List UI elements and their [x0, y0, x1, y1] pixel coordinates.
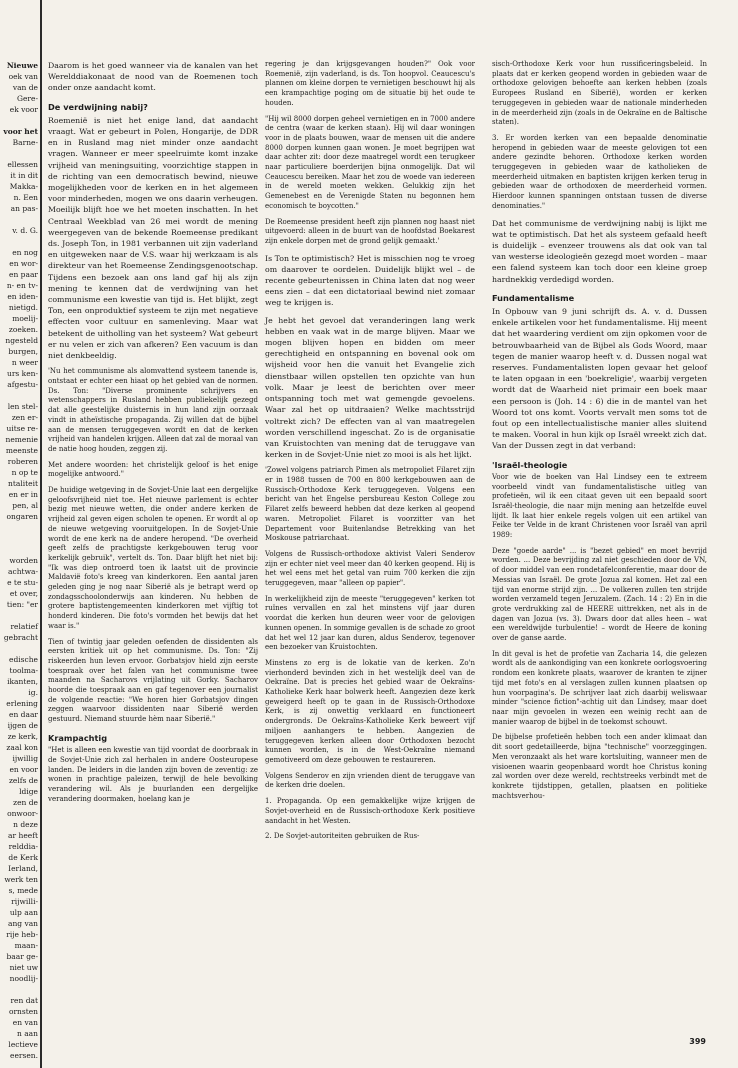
previous-column-line: en daar [9, 710, 38, 719]
quoted-paragraph: In werkelijkheid zijn de meeste "teruggegeven" kerken tot ruïnes vervallen en zal het minstens vijf jaar duren voordat die kerken hun deuren weer voor de gelovigen kunnen openen. In sommige gevallen is de schade zo groot dat het wel 12 jaar kan duren, aldus Senderov, tegenover een bezoeker van Kruistochten. [265, 594, 476, 652]
paragraph: Roemenië is niet het enige land, dat aandacht vraagt. Wat er gebeurt in Polen, Hongarije, de DDR en in Rusland mag niet minder onze aandacht vragen. Wanneer er meer speelruimte komt inzake vrijheid van meningsuiting, voorzichtige stappen in de richting van een democratisch bewind, nieuwe mogelijkheden voor de kerken en in het algemeen voor minderheden, mogen we ons daarin verheugen. Moeilijk blijft hoe we het moeten inschatten. In het Centraal Weekblad van 26 mei wordt de mening weergegeven van de bekende Roemeense predikant ds. Joseph Ton, in 1981 verbannen uit zijn vaderland en uitgeweken naar de V.S. waar hij werkzaam is als direkteur van het Roemeense Zendingsgenootschap. Tijdens een bezoek aan ons land gaf hij als zijn mening te kennen dat de verdwijning van het communisme een kwestie van tijd is. Het blijkt, zegt Ton, een onproduktief systeem te zijn met negatieve effecten voor cultuur en samenleving. Maar wat betekent de uitholling van het systeem? Wat gebeurt er nu velen er zich van afkeren? Een vacuum is dan niet denkbeeldig. [48, 115, 258, 361]
quoted-paragraph: 'Nu het communisme als alomvattend systeem tanende is, ontstaat er echter een hiaat op het gebied van de normen. Ds. Ton: "Diverse prominente schrijvers en wetenschappers in Rusland hebben publiekelijk gezegd dat alle geestelijke duisternis in hun land zijn oorzaak vindt in atheïstische propaganda. Zij willen dat de bijbel aan de mensen teruggegeven wordt en dat de kerken vrijheid van handelen krijgen. Alleen dat zal de moraal van de natie hoog houden, zeggen zij. [48, 367, 258, 453]
previous-column-line: ang van [7, 919, 38, 928]
previous-column-line [0, 533, 40, 544]
previous-column-line: zoeken. [8, 325, 38, 334]
previous-column-line: Barne- [12, 138, 38, 147]
previous-column-line: ornsten [8, 1007, 38, 1016]
quoted-paragraph: De huidige wetgeving in de Sovjet-Unie laat een dergelijke geloofsvrijheid niet toe. Het nieuwe parlement is echter bezig met nieuwe wetten, die onder andere kerken de vrijheid zal geven eigen scholen te openen. Er wordt al op de nieuwe wetgeving vooruitgelopen. In de Sovjet-Unie wordt de ene kerk na de andere heropend. "De overheid geeft zelfs de prachtigste kerkgebouwen terug voor kerkelijk gebruik", vertelt ds. Ton. Daar blijft het niet bij: "Ik was diep ontroerd toen ik laatst uit de provincie Maldavië foto's kreeg van kinderkoren. Een aantal jaren geleden ging je nog naar Siberië als je betrapt werd op zondagsschoolonderwijs aan kinderen. Nu hebben de grotere baptistengemeenten kinderkoren met vijftig tot honderd kinderen. Die foto's vormden het bewijs dat het waar is." [48, 486, 258, 630]
quoted-paragraph: 2. De Sovjet-autoriteiten gebruiken de Rus- [265, 832, 420, 841]
previous-column-line [0, 984, 40, 995]
quoted-paragraph: Tien of twintig jaar geleden oefenden de dissidenten als eersten kritiek uit op het communisme. Ds. Ton: "Zij riskeerden hun leven ervoor. Gorbatsjov hield zijn eerste toespraak over het falen van het communisme twee maanden na Sacharovs vrijlating uit Gorky. Sacharov hoorde die toespraak aan en gaf tegenover een journalist de volgende reactie: "We horen hier Gorbatsjov dingen zeggen waarvoor dissidenten naar Siberië werden gestuurd. Niemand stuurde hèm naar Siberië." [48, 637, 258, 724]
previous-column-line: n- en tv- [6, 281, 38, 290]
previous-column-line [0, 115, 40, 126]
previous-column-line: ar heeft [8, 831, 38, 840]
previous-column-line: ek voor [9, 105, 38, 114]
previous-column-line: ongaren [6, 512, 38, 521]
previous-column-line: en paar [9, 270, 38, 279]
quoted-paragraph: sisch-Orthodoxe Kerk voor hun russificeringsbeleid. In plaats dat er kerken geopend worden in gebieden waar de orthodoxe gelovigen behoefte aan kerken hebben (zoals Europees Rusland en Siberië), worden er kerken teruggegeven in gebieden waar de nationale minderheden in de meerderheid zijn (zoals in de Oekraïne en de Baltische staten). [492, 60, 707, 127]
previous-column-line [0, 148, 40, 159]
previous-column-line: n aan [17, 1029, 38, 1038]
previous-column-line [0, 236, 40, 247]
previous-column-line: nemenie [5, 435, 38, 444]
previous-column-line [0, 390, 40, 401]
previous-column-line: ze kerk, [7, 732, 38, 741]
quoted-paragraph: Volgens de Russisch-orthodoxe aktivist Valeri Senderov zijn er echter niet veel meer dan 40 kerken geopend. Hij is het wel eens met het getal van ruim 700 kerken die zijn teruggegeven, maar "alleen op papier". [265, 549, 475, 588]
previous-column-line: urs ken- [7, 369, 38, 378]
previous-column-line: ldige [19, 787, 38, 796]
previous-column-line: zaal kon [6, 743, 38, 752]
previous-column-line: baar ge- [6, 952, 38, 961]
previous-column-line: Makka- [9, 182, 38, 191]
previous-column-line: rijwilli- [11, 897, 38, 906]
previous-column-line: ren dat [10, 996, 38, 1005]
previous-column-line: et over, [9, 589, 38, 598]
paragraph: In Opbouw van 9 juni schrijft ds. A. v. d. Dussen enkele artikelen voor het fundamentalisme. Hij meent dat het waardering verdient om zijn opkomen voor de betrouwbaarheid van de Bijbel als Gods Woord, maar tegen de manier waarop heeft v. d. Dussen nogal wat reserves. Fundamentalisten lopen gevaar het geloof te laten opgaan in een 'boekreligie', waarbij vergeten wordt dat de Waarheid niet primair een boek maar een persoon is (Joh. 14 : 6) die in de mantel van het Woord tot ons komt. Voorts vervalt men soms tot de fout op een intellectualistische manier alles sluitend te maken. Vooral in hun kijk op Israël wreekt zich dat. Van der Dussen zegt in dat verband: [492, 306, 707, 451]
quoted-paragraph: Voor wie de boeken van Hal Lindsey een te extreem voorbeeld vindt van fundamentalistische uitleg van profetieën, wil ik een citaat geven uit een bepaald soort Israël-theologie, die naar mijn mening aan hetzelfde euvel lijdt. Ik laat hier enkele regels volgen uit een artikel van Feike ter Velde in de krant Christenen voor Israël van april 1989: [492, 472, 707, 540]
previous-column-line [0, 610, 40, 621]
quoted-paragraph: Volgens Senderov en zijn vrienden dient de teruggave van de kerken drie doelen. [265, 771, 475, 790]
previous-column-line: zen er- [11, 413, 38, 422]
previous-column-line: onwoor- [7, 809, 38, 818]
section-heading: De verdwijning nabij? [48, 101, 148, 112]
paragraph: Is Ton te optimistisch? Het is misschien nog te vroeg om daarover te oordelen. Duidelijk blijkt wel – de recente gebeurtenissen in China laten dat nog weer eens zien – dat een dictatoriaal bewind niet zomaar weg te krijgen is. [265, 253, 475, 308]
previous-column-line: n op te [11, 468, 38, 477]
previous-column-line: en van [12, 1018, 38, 1027]
previous-column-fragment [0, 60, 41, 1060]
section-heading: Fundamentalisme [492, 292, 575, 303]
previous-column-line: niet uw [9, 963, 38, 972]
previous-column-line: ijgen de [7, 721, 38, 730]
previous-column-line [0, 544, 40, 555]
previous-column-line: en voor [9, 765, 38, 774]
previous-column-line: uitse re- [6, 424, 38, 433]
quoted-paragraph: "Hij wil 8000 dorpen geheel vernietigen en in 7000 andere de centra (waar de kerken staan). Hij wil daar woningen voor in de plaats bouwen, waar de mensen uit die andere 8000 dorpen kunnen gaan wonen. Je moet begrijpen wat daar achter zit: door deze maatregel wordt een terugkeer naar particuliere boerderijen bijna onmogelijk. Dat wil Ceaucescu bereiken. Maar het zou de woede van iedereen in de wereld moeten wekken. Gelukkig zijn het Gemenebest en de Verenigde Staten nu begonnen hem economisch te boycotten." [265, 114, 475, 210]
previous-column-line: n weer [11, 358, 38, 367]
previous-column-line [0, 522, 40, 533]
previous-column-line: oek van [8, 72, 38, 81]
previous-column-line: Nieuwe [6, 61, 38, 70]
previous-column-line: s, mede [8, 886, 38, 895]
previous-column-line: n deze [13, 820, 38, 829]
quoted-paragraph: Met andere woorden: het christelijk geloof is het enige mogelijke antwoord." [48, 460, 258, 479]
previous-column-line: ntaliteit [8, 479, 38, 488]
quoted-paragraph: regering je dan krijgsgevangen houden?" Ook voor Roemenië, zijn vaderland, is ds. Ton hoopvol. Ceaucescu's plannen om kleine dorpen te vernietigen beschouwt hij als een krampachtige poging om de situatie bij het oude te houden. [265, 60, 475, 107]
quoted-paragraph: Minstens zo erg is de lokatie van de kerken. Zo'n vierhonderd bevinden zich in het westelijk deel van de Oekraïne. Dat is precies het gebied waar de Oekraïns-Katholieke Kerk haar bolwerk heeft. Aangezien deze kerk geweigerd heeft op te gaan in de Russisch-Orthodoxe Kerk, is zij onwettig verklaard en functioneert ondergronds. De Oekraïns-Katholieke Kerk beweert vijf miljoen aanhangers te hebben. Aangezien de teruggegeven kerken alleen door Orthodoxen bezocht kunnen worden, is in de West-Oekraïne niemand gemotiveerd om deze gebouwen te restaureren. [265, 658, 475, 764]
previous-column-line: worden [9, 556, 38, 565]
previous-column-line: gebracht [3, 633, 38, 642]
column-divider [40, 0, 42, 1068]
quoted-paragraph: 3. Er worden kerken van een bepaalde denominatie heropend in gebieden waar de meeste gelovigen tot een andere gezindte behoren. Orthodoxe kerken worden teruggegeven in gebieden waar de katholieken de meerderheid uitmaken en baptisten krijgen kerken terug in gebieden waar de orthodoxen de meerderheid vormen. Hierdoor kunnen spanningen ontstaan tussen de diverse denominaties." [492, 133, 707, 210]
previous-column-line: werk ten [4, 875, 38, 884]
paragraph: Daarom is het goed wanneer via de kanalen van het Werelddiakonaat de nood van de Roemenen toch onder onze aandacht komt. [48, 61, 258, 93]
previous-column-line: ellessen [7, 160, 38, 169]
previous-column-line: toolma- [9, 666, 38, 675]
previous-column-line: zelfs de [8, 776, 38, 785]
previous-column-line: en er in [8, 490, 38, 499]
previous-column-line: ijwillig [12, 754, 38, 763]
previous-column-line: relatief [10, 622, 38, 631]
previous-column-line: burgen, [8, 347, 38, 356]
previous-column-line: Ierland, [8, 864, 38, 873]
previous-column-line: n. Een [13, 193, 38, 202]
previous-column-line [0, 214, 40, 225]
previous-column-line: ngesteld [5, 336, 38, 345]
quoted-paragraph: In dit geval is het de profetie van Zacharia 14, die gelezen wordt als de aankondiging van een konkrete oorlogsvoering rondom een konkrete plaats, waarover de kranten te zijner tijd met foto's en al verslagen zullen kunnen plaatsen op hun voorpagina's. De schrijver laat zich daarbij weliswaar minder "science fiction"-achtig uit dan Lindsey, maar doet naar mijn gevoelen in wezen een weinig recht aan de manier waarop de bijbel in de toekomst schouwt. [492, 649, 707, 726]
previous-column-line: zen de [13, 798, 38, 807]
page-number: 399 [689, 1037, 706, 1046]
previous-column-line: lectieve [8, 1040, 38, 1049]
section-heading: 'Israël-theologie [492, 459, 568, 470]
previous-column-line: ikanten, [7, 677, 38, 686]
quoted-paragraph: 'Zowel volgens patriarch Pimen als metropoliet Filaret zijn er in 1988 tussen de 700 en 800 kerkgebouwen aan de Russisch-Orthodoxe Kerk teruggegeven. Volgens een bericht van het Engelse persbureau Keston College zou Filaret zelfs beweerd hebben dat deze kerken al geopend waren. Metropoliet Filaret is voorzitter van het Departement voor Buitenlandse Betrekking van het Moskouse patriarchaat. [265, 466, 475, 543]
previous-column-line: e te stu- [7, 578, 38, 587]
previous-column-line: relddia- [8, 842, 38, 851]
previous-column-line: van de [12, 83, 38, 92]
paragraph: Je hebt het gevoel dat veranderingen lang werk hebben en vaak wat in de marge blijven. Maar we mogen blijven hopen en bidden om meer gerechtigheid en ontspanning en bovenal ook om wijsheid voor hen die vanuit het Evangelie zich dienstbaar willen opstellen ten opzichte van hun volk. Maar je leest de berichten over meer ontspanning toch met wat gemengde gevoelens. Waar zal het op uitdraaien? Welke machtsstrijd voltrekt zich? De effecten van al van maatregelen worden verschillend ingeschat. Zo is de organisatie van Kruistochten van mening dat de teruggave van kerken in de Sovjet-Unie niet zo mooi is als het lijkt. [265, 315, 475, 460]
previous-column-line: ulp aan [9, 908, 38, 917]
previous-column-line [0, 643, 40, 654]
article-column-1 [48, 60, 258, 1010]
quoted-paragraph: De Roemeense president heeft zijn plannen nog haast niet uitgevoerd: alleen in de buurt van de hoofdstad Boekarest zijn enkele dorpen met de grond gelijk gemaakt.' [265, 217, 475, 245]
previous-column-line: noodlij- [9, 974, 38, 983]
article-column-3 [492, 60, 707, 1010]
quoted-paragraph: Deze "goede aarde" ... is "bezet gebied" en moet bevrijd worden. ... Deze bevrijding zal niet geschieden door de VN, of door middel van een rondetafelconferentie, maar door de Messias van Israël. De grote Jozua zal komen. Het zal een tijd van enorme strijd zijn. ... De volkeren zullen ten strijde worden verzameld tegen Jeruzalem. (Zach. 14 : 2) En in die grote verdrukking zal de HEERE uittrekken, net als in de dagen van Jozua (vs. 3). Dwars door dat alles heen – wat een wereldwijde turbulentie! – wordt de Heere de koning over de ganse aarde. [492, 546, 707, 643]
paragraph: Dat het communisme de verdwijning nabij is lijkt me wat te optimistisch. Dat het als systeem gefaald heeft is duidelijk – evenzeer trouwens als dat ook van tal van westerse ideologieën gezegd moet worden – maar een falend systeem kan toch door een kleine groep hardnekkig verdedigd worden. [492, 218, 707, 284]
previous-column-line: en nog [12, 248, 38, 257]
previous-column-line: ig. [28, 688, 38, 697]
previous-column-line: nietigd. [8, 303, 38, 312]
previous-column-line: maan- [14, 941, 38, 950]
previous-column-line: moelij- [12, 314, 38, 323]
quoted-paragraph: De bijbelse profetieën hebben toch een ander klimaat dan dit soort gedetailleerde, bijna "technische" voorzeggingen. Men veronzaakt als het ware kortsluiting, wanneer men de visioenen waarin geopenbaard wordt hoe Christus koning zal worden over deze wereld, rechtstreeks verbindt met de konkrete tijdstippen, getallen, plaatsen en politieke machtsverhou- [492, 733, 707, 800]
previous-column-line: Gere- [17, 94, 38, 103]
previous-column-line: len stel- [7, 402, 38, 411]
quoted-paragraph: "Het is alleen een kwestie van tijd voordat de doorbraak in de Sovjet-Unie zich zal herhalen in andere Oosteuropese landen. De leiders in die landen zijn boven de zeventig: ze wonen in prachtige paleizen, terwijl de hele bevolking verandering wil. Als je buurlanden een dergelijke verandering doormaken, hoelang kan je [48, 746, 258, 803]
previous-column-line: en wor- [9, 259, 38, 268]
previous-column-line: erlening [6, 699, 38, 708]
previous-column-line: meenste [5, 446, 38, 455]
section-heading: Krampachtig [48, 732, 108, 743]
previous-column-line: en iden- [7, 292, 38, 301]
previous-column-line: de Kerk [8, 853, 38, 862]
quoted-paragraph: 1. Propaganda. Op een gemakkelijke wijze krijgen de Sovjet-overheid en de Russisch-orthodoxe Kerk positieve aandacht in het Westen. [265, 797, 475, 825]
previous-column-line: an pas- [10, 204, 38, 213]
previous-column-line: roberen [7, 457, 38, 466]
previous-column-line: rije heb- [6, 930, 38, 939]
previous-column-line: achtwa- [8, 567, 38, 576]
article-column-2 [265, 60, 475, 1010]
previous-column-line: edische [9, 655, 38, 664]
previous-column-line: it in dit [10, 171, 38, 180]
previous-column-line: eersen. [10, 1051, 38, 1060]
previous-column-line: tien: "er [6, 600, 38, 609]
previous-column-line: pen, al [12, 501, 38, 510]
previous-column-line: afgestu- [7, 380, 38, 389]
previous-column-line: v. d. G. [12, 226, 38, 235]
previous-column-line: voor het [3, 127, 38, 136]
